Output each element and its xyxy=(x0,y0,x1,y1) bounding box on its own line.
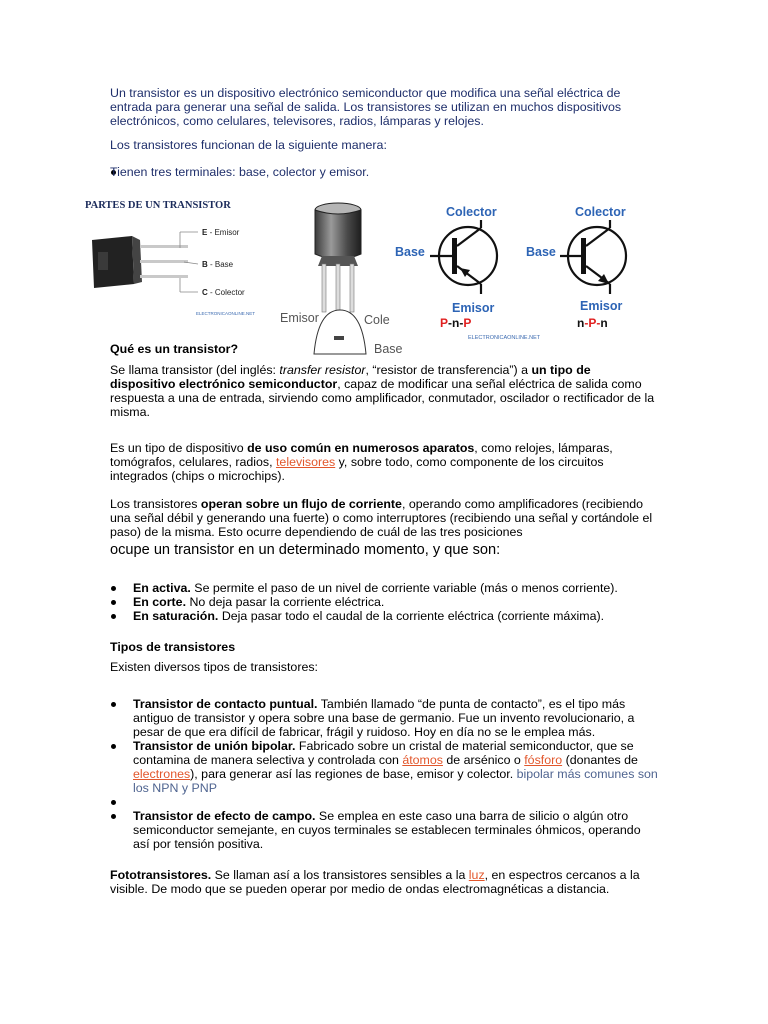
svg-text:Emisor: Emisor xyxy=(580,299,623,313)
svg-text:Colector: Colector xyxy=(575,205,626,219)
phototransistor-paragraph: Fototransistores. Se llaman así a los transistores sensibles a la luz, en espectros cercanos a la visible. De modo que se pueden operar por medio de ondas electromagnéticas a distancia. xyxy=(110,868,640,896)
emisor-label: Emisor xyxy=(280,311,319,325)
figure-title: PARTES DE UN TRANSISTOR xyxy=(85,200,231,211)
usage-paragraph: Es un tipo de dispositivo de uso común en numerosos aparatos, como relojes, lámparas, tomógrafos, celulares, radios, televisores y, sobre todo, como componente de los circuitos integrados (chips o microchips). xyxy=(110,441,613,483)
svg-text:Base: Base xyxy=(526,245,556,259)
svg-text:E - Emisor: E - Emisor xyxy=(202,228,240,237)
fosforo-link[interactable]: fósforo xyxy=(524,753,563,767)
svg-text:Base: Base xyxy=(395,245,425,259)
svg-text:P-n-P: P-n-P xyxy=(440,316,472,330)
mode-item: En corte. No deja pasar la corriente eléctrica. xyxy=(133,595,385,609)
transistor-symbols-figure xyxy=(394,198,644,344)
televisores-link[interactable]: televisores xyxy=(275,455,336,469)
type-item-contacto: Transistor de contacto puntual. También llamado “de punta de contacto”, es el tipo más antiguo de transistor y opera sobre una base de germanio. Fue un invento revolucionario, a pesar de que era difícil de fabricar, frágil y ruidoso. Hoy en día no se le emplea más. xyxy=(133,697,635,739)
definition-paragraph: Se llama transistor (del inglés: transfer resistor, “resistor de transferencia”) a un tipo de dispositivo electrónico semiconductor, capaz de modificar una señal eléctrica de salida como respuesta a una de entrada, sirviendo como amplificador, conmutador, oscilador o rectificador de la misma. xyxy=(110,363,655,419)
to92-transistor-figure xyxy=(278,194,403,356)
base-label: Base xyxy=(374,342,403,356)
svg-text:n-P-n: n-P-n xyxy=(577,316,608,330)
svg-text:B - Base: B - Base xyxy=(202,260,234,269)
bullet-dot xyxy=(111,800,116,805)
mode-item: En activa. Se permite el paso de un nivel de corriente variable (más o menos corriente). xyxy=(133,581,618,595)
section-heading-que-es: Qué es un transistor? xyxy=(110,342,239,356)
svg-text:Emisor: Emisor xyxy=(452,301,495,315)
bullet-dot xyxy=(111,586,116,591)
type-item-efecto-campo: Transistor de efecto de campo. Se emplea en este caso una barra de silicio o algún otro semiconductor semejante, en cuyos terminales se establecen terminales óhmicos, operando así por tensión positiva. xyxy=(133,809,641,851)
colector-label: Cole xyxy=(364,313,390,327)
bullet-dot xyxy=(111,814,116,819)
type-item-bipolar: Transistor de unión bipolar. Fabricado sobre un cristal de material semiconductor, que se contamina de manera selectiva y controlada con átomos de arsénico o fósforo (donantes de electrones), para generar así las regiones de base, emisor y colector. bipolar más comunes son los NPN y PNP xyxy=(133,739,658,795)
bullet-dot xyxy=(111,744,116,749)
intro-paragraph: Un transistor es un dispositivo electrónico semiconductor que modifica una señal eléctrica de entrada para generar una señal de salida. Los transistores se utilizan en muchos dispositivos electrónicos, como celulares, televisores, radios, lámparas y relojes. xyxy=(110,86,622,128)
types-intro: Existen diversos tipos de transistores: xyxy=(110,660,318,674)
transistor-parts-figure xyxy=(84,196,259,320)
operation-paragraph-large: ocupe un transistor en un determinado momento, y que son: xyxy=(110,542,501,558)
luz-link[interactable]: luz xyxy=(468,868,485,882)
bullet-dot xyxy=(111,614,116,619)
svg-text:ELECTRONICAONLINE.NET: ELECTRONICAONLINE.NET xyxy=(468,335,541,341)
electrones-link[interactable]: electrones xyxy=(133,767,191,781)
watermark: ELECTRONICAONLINE.NET xyxy=(196,311,256,316)
section-heading-tipos: Tipos de transistores xyxy=(110,640,236,654)
bullet-dot xyxy=(111,600,116,605)
svg-text:C - Colector: C - Colector xyxy=(202,288,245,297)
bullet-dot xyxy=(111,702,116,707)
mode-item: En saturación. Deja pasar todo el caudal de la corriente eléctrica (corriente máxima). xyxy=(133,609,605,623)
bipolar-types-text: bipolar más comunes son los NPN y PNP xyxy=(133,767,658,795)
svg-text:Colector: Colector xyxy=(446,205,497,219)
operation-paragraph: Los transistores operan sobre un flujo de corriente, operando como amplificadores (recibiendo una señal débil y generando una fuerte) o como interruptores (recibiendo una señal y cortándole el paso) de la misma. Esto ocurre dependiendo de cuál de las tres posiciones xyxy=(110,497,653,539)
intro-paragraph-2: Los transistores funcionan de la siguiente manera: xyxy=(110,138,387,152)
atomos-link[interactable]: átomos xyxy=(402,753,443,767)
terminals-bullet: Tienen tres terminales: base, colector y emisor. xyxy=(110,165,370,179)
